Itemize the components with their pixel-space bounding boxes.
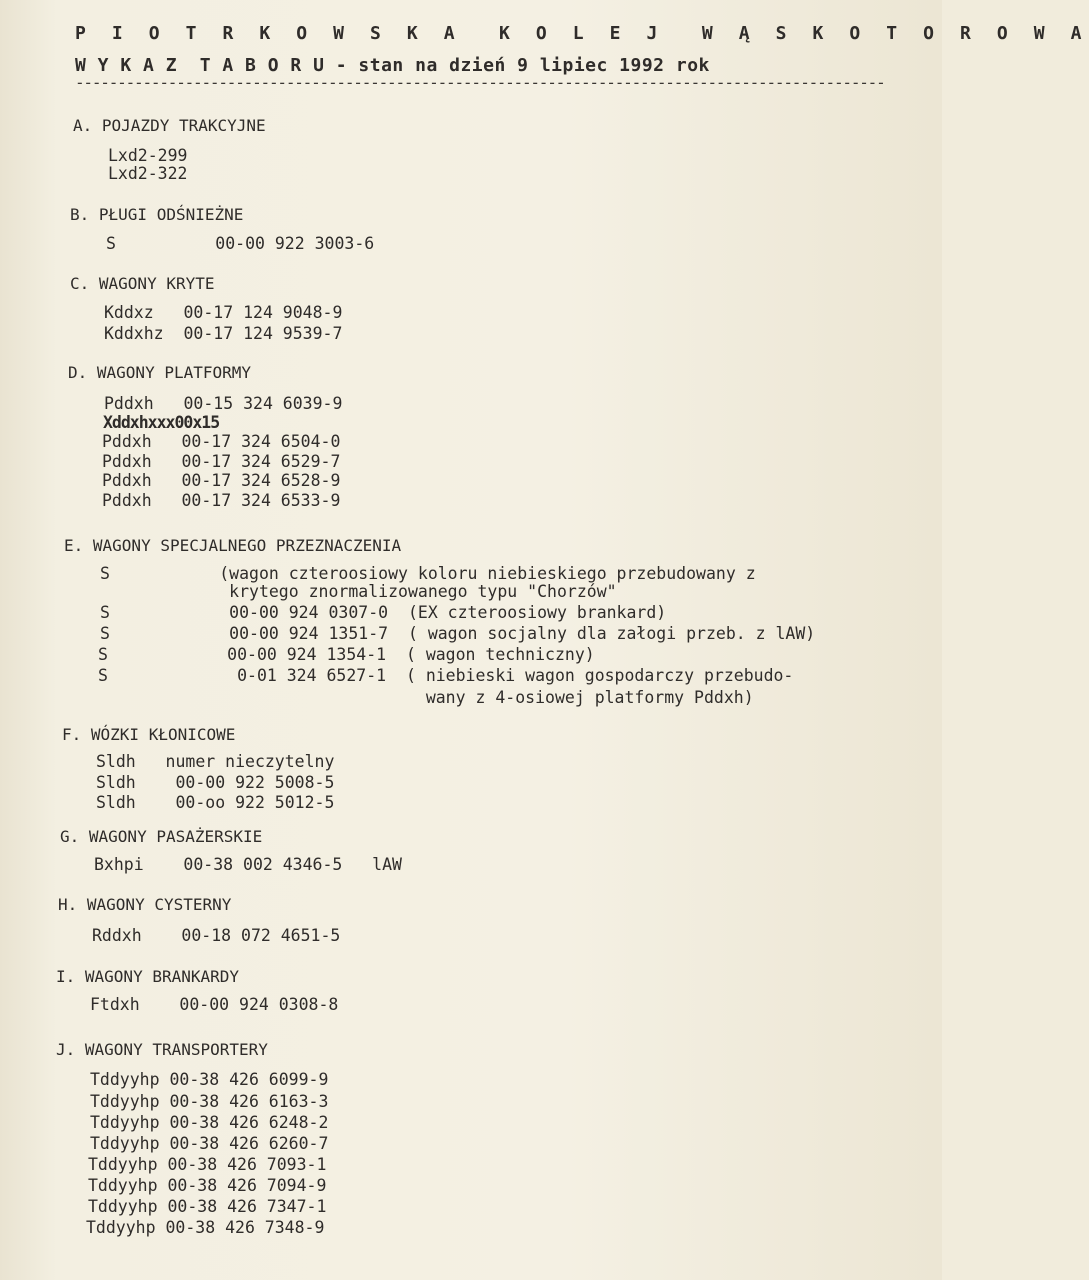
section-title-i: I. WAGONY BRANKARDY xyxy=(56,967,240,986)
list-item: Rddxh 00-18 072 4651-5 xyxy=(92,926,341,945)
list-item: S 00-00 924 0307-0 (EX czteroosiowy brankard) xyxy=(100,603,667,622)
list-item: Ftdxh 00-00 924 0308-8 xyxy=(90,995,339,1014)
document-title: P I O T R K O W S K A K O L E J W Ą S K O T O R O W A xyxy=(75,23,1089,44)
section-title-e: E. WAGONY SPECJALNEGO PRZEZNACZENIA xyxy=(64,536,402,555)
section-title-c: C. WAGONY KRYTE xyxy=(70,274,215,293)
list-item: S 0-01 324 6527-1 ( niebieski wagon gospodarczy przebudo- xyxy=(98,666,794,685)
list-item: Pddxh 00-17 324 6529-7 xyxy=(102,452,341,471)
list-item: Tddyyhp 00-38 426 7348-9 xyxy=(86,1218,325,1237)
list-item: Kddxz 00-17 124 9048-9 xyxy=(104,303,343,322)
list-item: Tddyyhp 00-38 426 7347-1 xyxy=(88,1197,327,1216)
list-item: Pddxh 00-15 324 6039-9 xyxy=(104,394,343,413)
list-item: krytego znormalizowanego typu "Chorzów" xyxy=(100,582,617,601)
list-item: wany z 4-osiowej platformy Pddxh) xyxy=(98,688,754,707)
list-item: Pddxh 00-17 324 6528-9 xyxy=(102,471,341,490)
section-title-b: B. PŁUGI ODŚNIEŻNE xyxy=(70,205,244,224)
section-title-g: G. WAGONY PASAŻERSKIE xyxy=(60,827,263,846)
list-item: Pddxh 00-17 324 6533-9 xyxy=(102,491,341,510)
section-title-h: H. WAGONY CYSTERNY xyxy=(58,895,232,914)
list-item: Tddyyhp 00-38 426 6099-9 xyxy=(90,1070,329,1089)
list-item: Tddyyhp 00-38 426 7093-1 xyxy=(88,1155,327,1174)
list-item: S 00-00 924 1354-1 ( wagon techniczny) xyxy=(98,645,595,664)
section-title-d: D. WAGONY PLATFORMY xyxy=(68,363,252,382)
struck-out-line: Xddxhxxx00x15 xyxy=(103,413,220,432)
section-title-a: A. POJAZDY TRAKCYJNE xyxy=(73,116,266,135)
dashed-divider: ------------------------------------------------------------------------------------------------ xyxy=(75,73,885,92)
list-item: S (wagon czteroosiowy koloru niebieskiego przebudowany z xyxy=(100,564,756,583)
list-item: Tddyyhp 00-38 426 7094-9 xyxy=(88,1176,327,1195)
list-item: Tddyyhp 00-38 426 6163-3 xyxy=(90,1092,329,1111)
list-item: Kddxhz 00-17 124 9539-7 xyxy=(104,324,343,343)
section-title-j: J. WAGONY TRANSPORTERY xyxy=(56,1040,268,1059)
list-item: Sldh numer nieczytelny xyxy=(96,752,335,771)
list-item: Lxd2-299 xyxy=(108,146,188,165)
document-subtitle: W Y K A Z T A B O R U - stan na dzień 9 lipiec 1992 rok xyxy=(75,55,710,76)
list-item: S 00-00 924 1351-7 ( wagon socjalny dla załogi przeb. z lAW) xyxy=(100,624,816,643)
list-item: Lxd2-322 xyxy=(108,164,188,183)
list-item: Bxhpi 00-38 002 4346-5 lAW xyxy=(94,855,402,874)
list-item: Sldh 00-oo 922 5012-5 xyxy=(96,793,335,812)
list-item: Sldh 00-00 922 5008-5 xyxy=(96,773,335,792)
list-item: S 00-00 922 3003-6 xyxy=(106,234,375,253)
section-title-f: F. WÓZKI KŁONICOWE xyxy=(62,725,236,744)
list-item: Tddyyhp 00-38 426 6248-2 xyxy=(90,1113,329,1132)
list-item: Tddyyhp 00-38 426 6260-7 xyxy=(90,1134,329,1153)
list-item: Pddxh 00-17 324 6504-0 xyxy=(102,432,341,451)
